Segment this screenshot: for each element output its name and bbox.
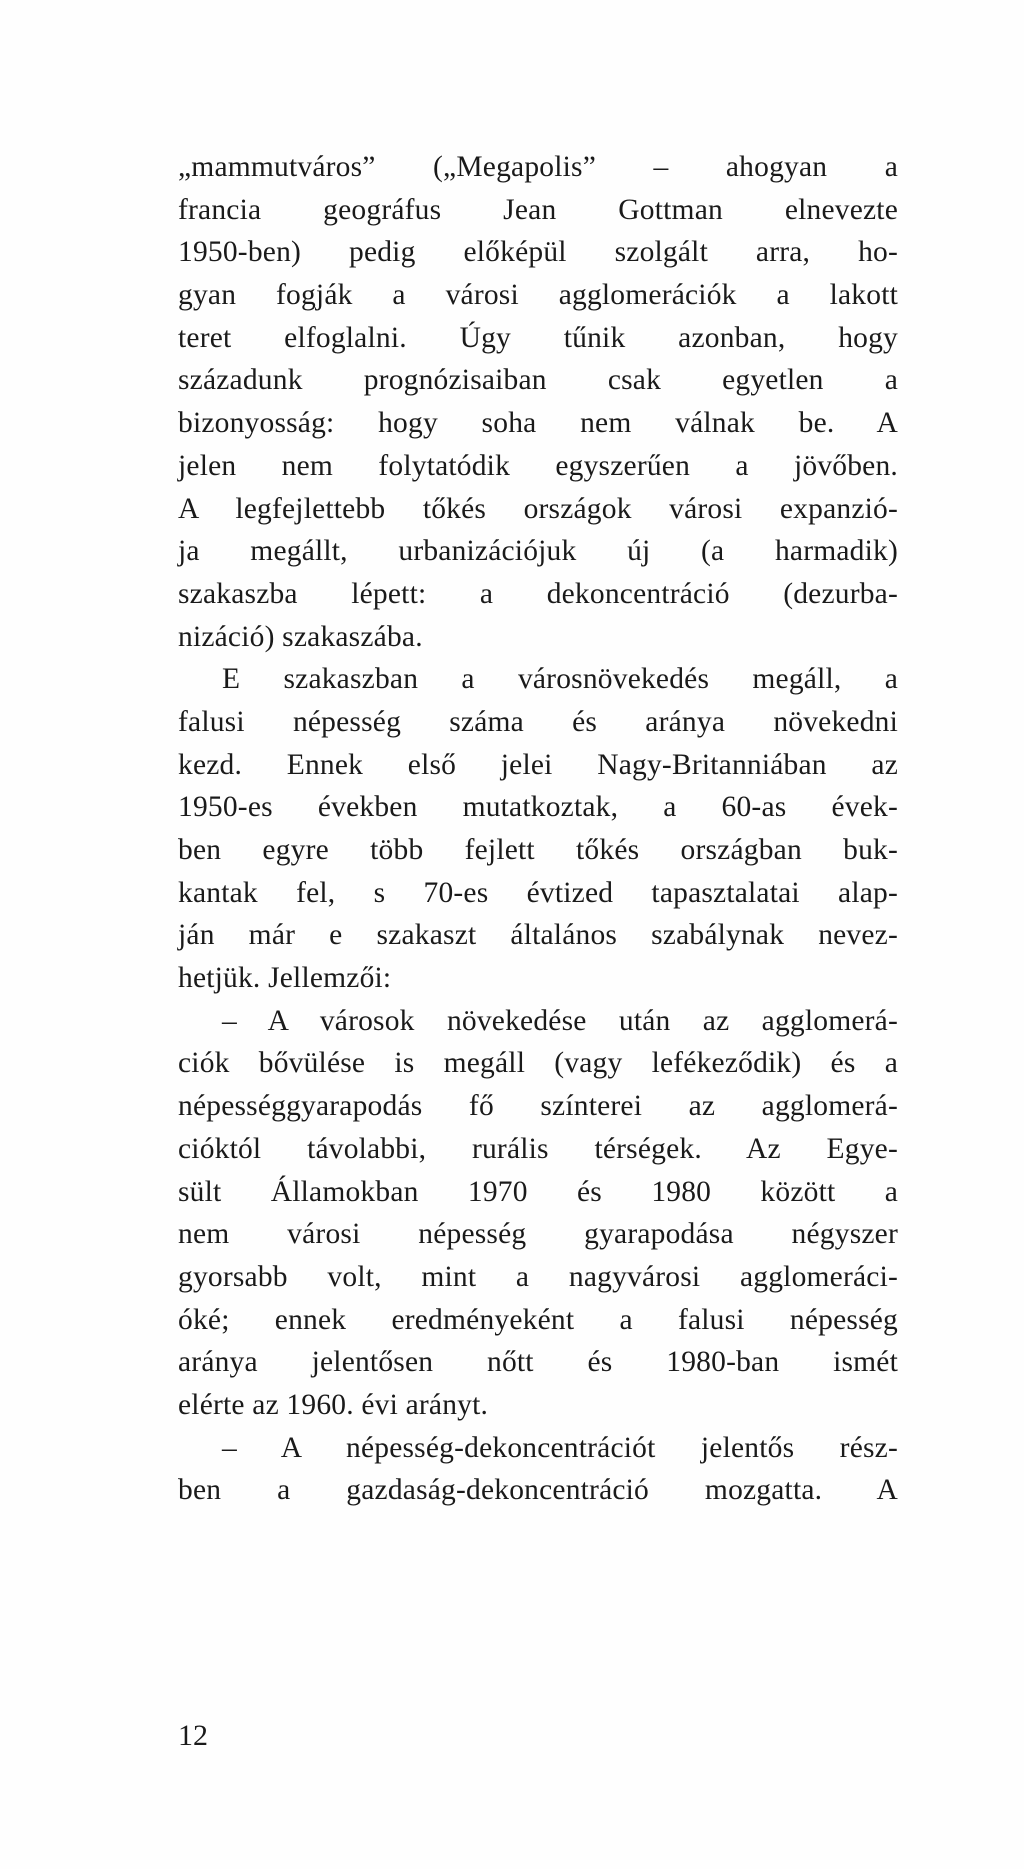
text-line: ja megállt, urbanizációjuk új (a harmadik) (178, 535, 898, 568)
text-line: jelen nem folytatódik egyszerűen a jövőben. (178, 449, 898, 482)
text-line: aránya jelentősen nőtt és 1980-ban ismét (178, 1346, 898, 1379)
text-line: ben a gazdaság-dekoncentráció mozgatta. A (178, 1474, 898, 1507)
text-line: cióktól távolabbi, rurális térségek. Az Egye- (178, 1132, 898, 1165)
text-line: nizáció) szakaszába. (178, 620, 423, 653)
text-line: kezd. Ennek első jelei Nagy-Britanniában az (178, 748, 898, 781)
text-line: hetjük. Jellemzői: (178, 962, 392, 995)
text-line: francia geográfus Jean Gottman elnevezte (178, 193, 898, 226)
text-line: elérte az 1960. évi arányt. (178, 1388, 489, 1421)
text-line: teret elfoglalni. Úgy tűnik azonban, hogy (178, 321, 898, 354)
text-line: nem városi népesség gyarapodása négyszer (178, 1218, 898, 1251)
text-line: 1950-es években mutatkoztak, a 60-as évek- (178, 791, 898, 824)
text-line: szakaszba lépett: a dekoncentráció (dezurba- (178, 577, 898, 610)
text-line: sült Államokban 1970 és 1980 között a (178, 1175, 898, 1208)
text-line: E szakaszban a városnövekedés megáll, a (222, 663, 898, 696)
text-line: – A népesség-dekoncentrációt jelentős rész- (222, 1431, 898, 1464)
text-line: „mammutváros” („Megapolis” – ahogyan a (178, 151, 898, 183)
text-line: gyorsabb volt, mint a nagyvárosi agglomeráci- (178, 1260, 898, 1293)
text-line: óké; ennek eredményeként a falusi népesség (178, 1303, 898, 1336)
page-number: 12 (178, 1719, 208, 1752)
body-text (178, 146, 898, 1512)
text-line: kantak fel, s 70-es évtized tapasztalatai alap- (178, 876, 898, 909)
text-line: ciók bővülése is megáll (vagy lefékeződik) és a (178, 1047, 898, 1080)
text-line: – A városok növekedése után az agglomerá- (222, 1004, 898, 1037)
text-line: ben egyre több fejlett tőkés országban buk- (178, 834, 898, 866)
text-line: A legfejlettebb tőkés országok városi expanzió- (178, 492, 898, 525)
text-line: 1950-ben) pedig előképül szolgált arra, ho- (178, 236, 898, 269)
text-line: népességgyarapodás fő színterei az agglomerá- (178, 1090, 898, 1123)
text-line: gyan fogják a városi agglomerációk a lakott (178, 279, 898, 312)
text-line: falusi népesség száma és aránya növekedni (178, 705, 898, 738)
text-line: századunk prognózisaiban csak egyetlen a (178, 364, 898, 397)
text-line: bizonyosság: hogy soha nem válnak be. A (178, 407, 898, 440)
text-line: ján már e szakaszt általános szabálynak nevez- (178, 919, 898, 952)
